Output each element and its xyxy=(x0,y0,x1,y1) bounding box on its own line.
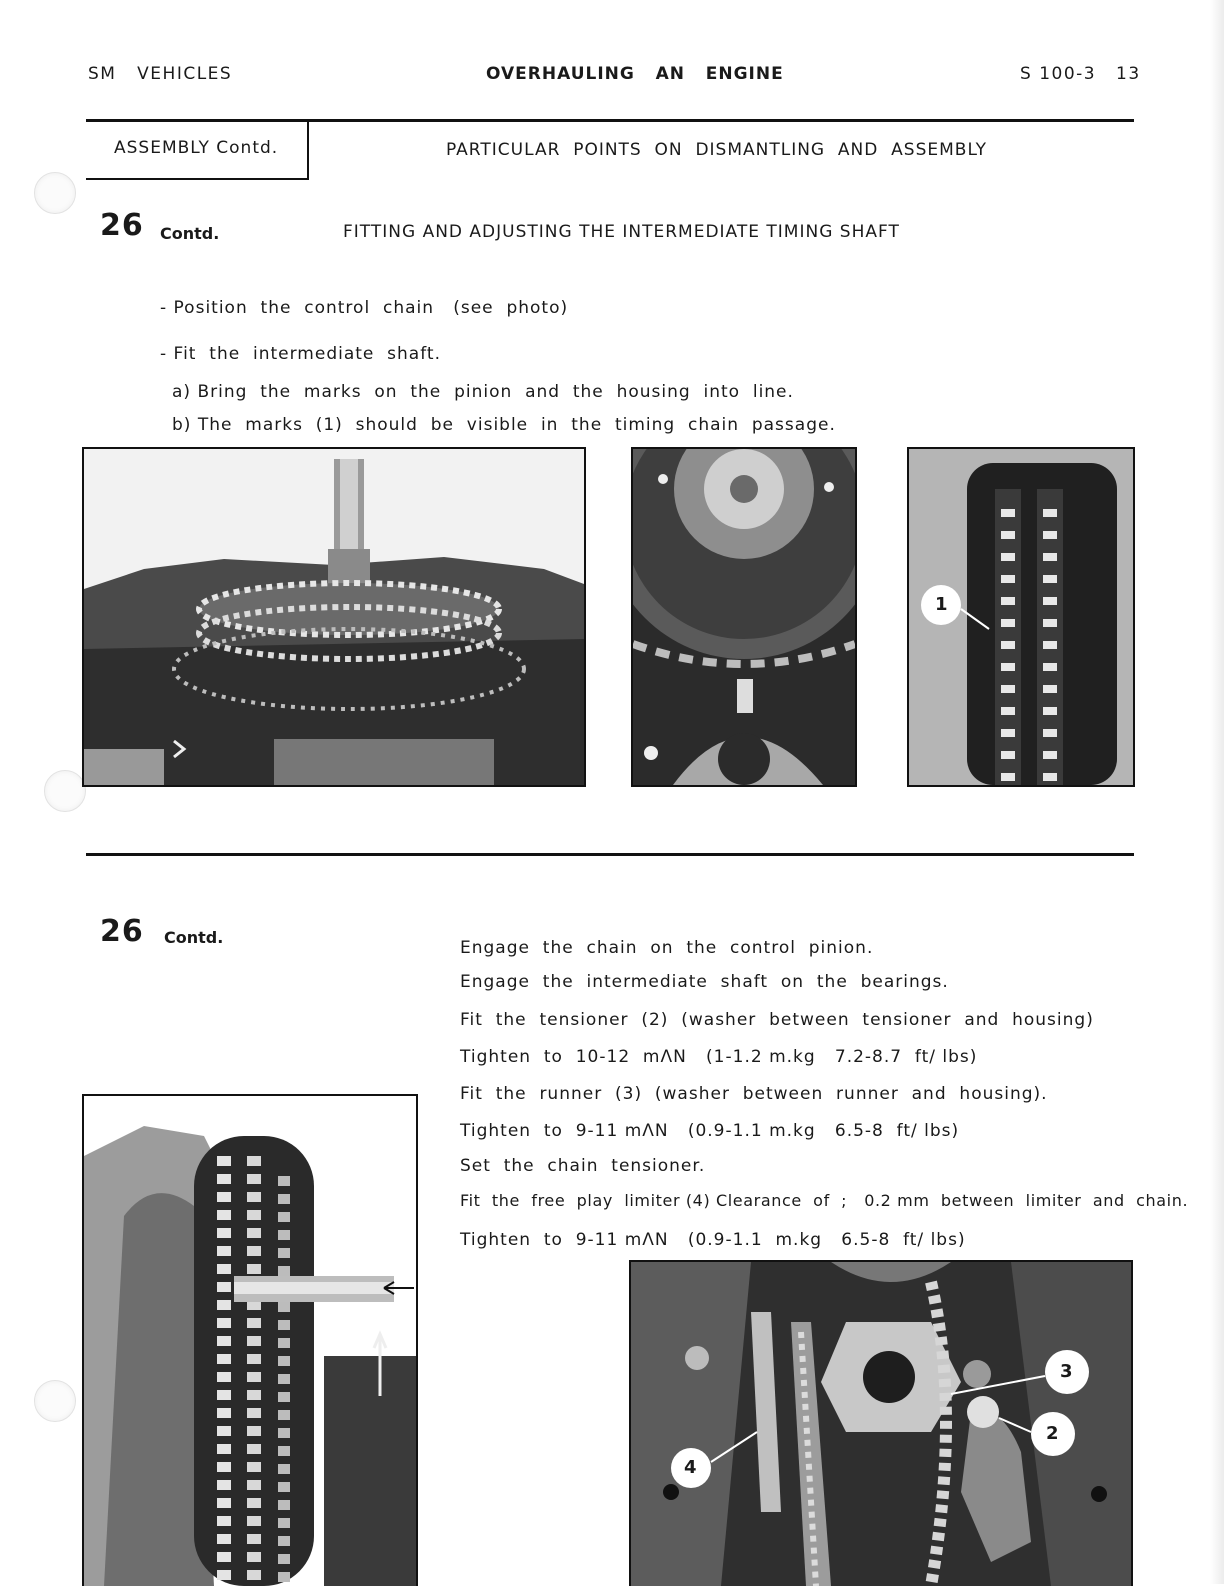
step-contd-top: Contd. xyxy=(160,224,220,243)
section-divider-rule xyxy=(86,853,1134,856)
header-left: SM VEHICLES xyxy=(88,64,233,84)
punch-hole-bottom xyxy=(34,1380,76,1422)
photo-callout-2: 2 xyxy=(1046,1423,1059,1444)
photo-pinion-marks xyxy=(631,447,857,787)
procedure-line-1: Engage the chain on the control pinion. xyxy=(460,938,874,958)
procedure-line-7: Set the chain tensioner. xyxy=(460,1156,706,1176)
punch-hole-middle xyxy=(44,770,86,812)
photo-callout-3: 3 xyxy=(1060,1361,1073,1382)
photo-callout-4: 4 xyxy=(684,1457,697,1478)
instruction-line-2: - Fit the intermediate shaft. xyxy=(160,344,441,364)
photo-shaft-sprockets xyxy=(82,447,586,787)
header-page-number: 13 xyxy=(1116,64,1141,84)
photo-timing-chain-passage-image xyxy=(909,449,1133,785)
section-title: PARTICULAR POINTS ON DISMANTLING AND ASSEMBLY xyxy=(446,140,988,160)
step-number-bottom: 26 xyxy=(100,914,144,949)
step-title-top: FITTING AND ADJUSTING THE INTERMEDIATE TIMING SHAFT xyxy=(343,222,900,242)
photo-chain-on-shaft-image xyxy=(84,1096,416,1586)
instruction-line-4: b) The marks (1) should be visible in the timing chain passage. xyxy=(172,415,836,435)
procedure-line-5: Fit the runner (3) (washer between runner and housing). xyxy=(460,1084,1048,1104)
right-edge-shadow xyxy=(1210,0,1224,1584)
procedure-line-8: Fit the free play limiter (4) Clearance of ; 0.2 mm between limiter and chain. xyxy=(460,1191,1189,1210)
step-number-top: 26 xyxy=(100,208,144,243)
header-center: OVERHAULING AN ENGINE xyxy=(486,64,784,84)
photo-shaft-sprockets-image xyxy=(84,449,584,785)
procedure-line-4: Tighten to 10-12 mΛN (1-1.2 m.kg 7.2-8.7 ft/ lbs) xyxy=(460,1047,978,1067)
procedure-line-2: Engage the intermediate shaft on the bearings. xyxy=(460,972,949,992)
step-contd-bottom: Contd. xyxy=(164,928,224,947)
photo-chain-on-shaft xyxy=(82,1094,418,1586)
punch-hole-top xyxy=(34,172,76,214)
photo-tensioner-runner-limiter xyxy=(629,1260,1133,1586)
procedure-line-6: Tighten to 9-11 mΛN (0.9-1.1 m.kg 6.5-8 ft/ lbs) xyxy=(460,1121,960,1141)
photo-pinion-marks-image xyxy=(633,449,855,785)
section-tab-label: ASSEMBLY Contd. xyxy=(114,138,279,158)
procedure-line-9: Tighten to 9-11 mΛN (0.9-1.1 m.kg 6.5-8 ft/ lbs) xyxy=(460,1230,966,1250)
procedure-line-3: Fit the tensioner (2) (washer between tensioner and housing) xyxy=(460,1010,1094,1030)
photo-callout-1: 1 xyxy=(935,594,948,615)
instruction-line-3: a) Bring the marks on the pinion and the housing into line. xyxy=(172,382,794,402)
photo-timing-chain-passage xyxy=(907,447,1135,787)
instruction-line-1: - Position the control chain (see photo) xyxy=(160,298,569,318)
header-doc-ref: S 100-3 xyxy=(1020,64,1097,84)
